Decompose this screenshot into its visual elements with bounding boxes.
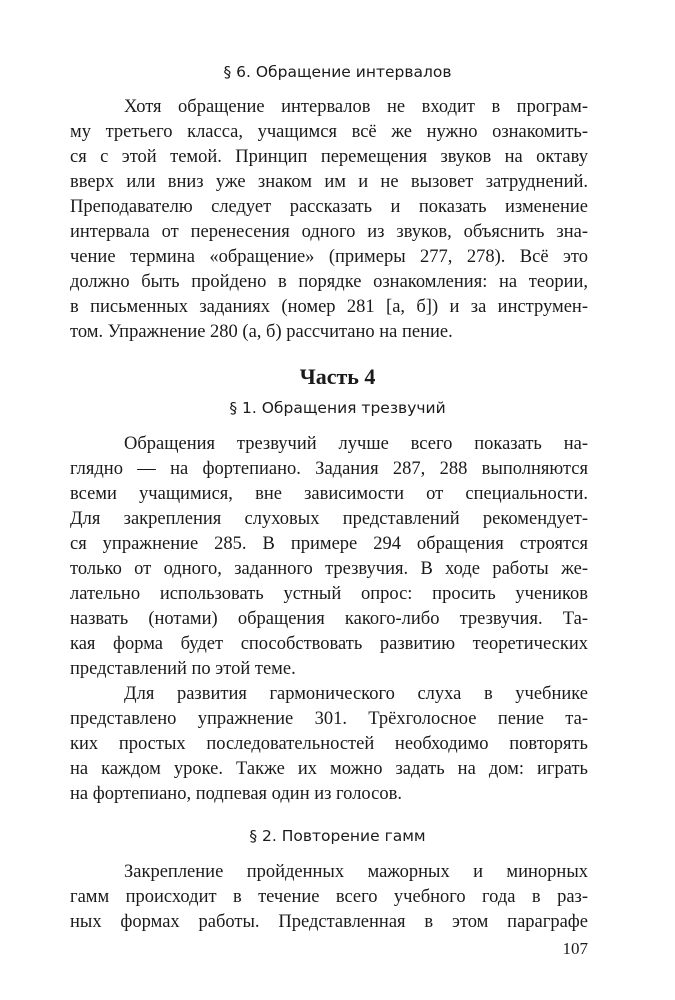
section-6-heading: § 6. Обращение интервалов — [223, 63, 452, 81]
section-1-heading: § 1. Обращения трезвучий — [229, 399, 446, 417]
text-line: том. Упражнение 280 (а, б) рассчитано на пение. — [70, 322, 453, 342]
text-line: интервала от перенесения одного из звуков, объяснить зна- — [70, 222, 588, 242]
text-line: в письменных заданиях (номер 281 [а, б]) и за инструмен- — [70, 297, 588, 317]
text-line: кая форма будет способствовать развитию теоретических — [70, 634, 588, 654]
text-line: представлено упражнение 301. Трёхголосное пение та- — [70, 709, 588, 729]
text-line: всеми учащимися, вне зависимости от специальности. — [70, 484, 588, 504]
text-line: Закрепление пройденных мажорных и минорных — [124, 862, 588, 882]
text-line: вверх или вниз уже знаком им и не вызовет затруднений. — [70, 172, 588, 192]
text-line: на фортепиано, подпевая один из голосов. — [70, 784, 402, 804]
section-2-heading: § 2. Повторение гамм — [249, 827, 426, 845]
text-line: му третьего класса, учащимся всё же нужно ознакомить- — [70, 122, 588, 142]
text-line: глядно — на фортепиано. Задания 287, 288 выполняются — [70, 459, 588, 479]
text-line: Хотя обращение интервалов не входит в програм- — [124, 97, 588, 117]
text-line: назвать (нотами) обращения какого-либо трезвучия. Та- — [70, 609, 588, 629]
text-line: чение термина «обращение» (примеры 277, 278). Всё это — [70, 247, 588, 267]
text-line: гамм происходит в течение всего учебного года в раз- — [70, 887, 588, 907]
text-line: лательно использовать устный опрос: просить учеников — [70, 584, 588, 604]
page-number: 107 — [562, 939, 588, 958]
text-line: Для закрепления слуховых представлений рекомендует- — [70, 509, 588, 529]
text-line: представлений по этой теме. — [70, 659, 296, 679]
text-line: Преподавателю следует рассказать и показать изменение — [70, 197, 588, 217]
text-line: должно быть пройдено в порядке ознакомления: на теории, — [70, 272, 588, 292]
text-line: только от одного, заданного трезвучия. В ходе работы же- — [70, 559, 588, 579]
text-line: Для развития гармонического слуха в учебнике — [124, 684, 588, 704]
text-line: ся упражнение 285. В примере 294 обращения строятся — [70, 534, 588, 554]
text-line: Обращения трезвучий лучше всего показать на- — [124, 434, 588, 454]
text-line: ных формах работы. Представленная в этом параграфе — [70, 912, 588, 932]
part-4-title: Часть 4 — [299, 364, 376, 389]
text-line: ких простых последовательностей необходимо повторять — [70, 734, 588, 754]
text-line: на каждом уроке. Также их можно задать на дом: играть — [70, 759, 588, 779]
text-line: ся с этой темой. Принцип перемещения звуков на октаву — [70, 147, 588, 167]
